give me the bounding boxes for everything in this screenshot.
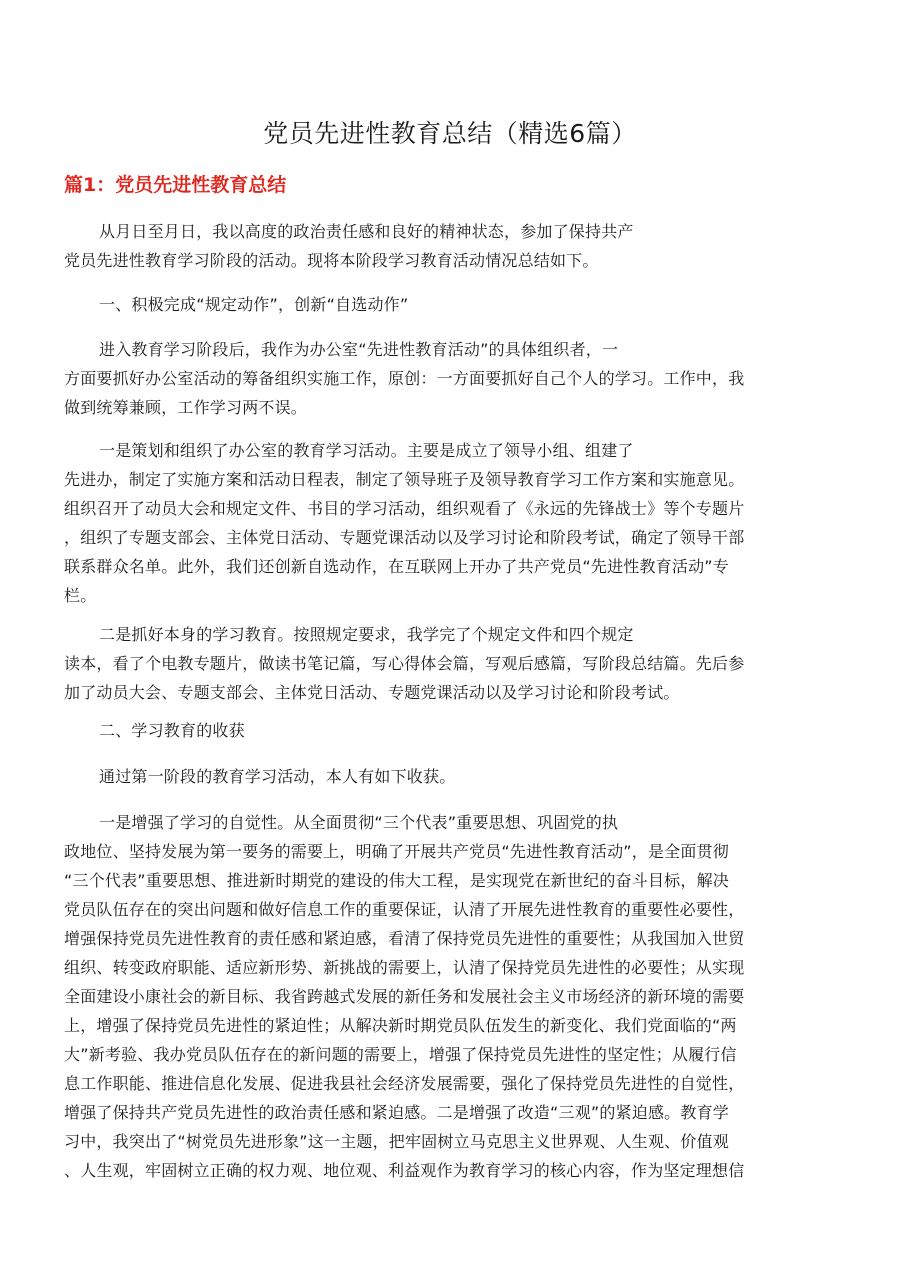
paragraph-line: 联系群众名单。此外，我们还创新自选动作，在互联网上开办了共产党员“先进性教育活动”专 [64, 557, 729, 576]
paragraph-line: 组织、转变政府职能、适应新形势、新挑战的需要上，认清了保持党员先进性的必要性；从实现 [64, 958, 745, 977]
paragraph-line: 做到统筹兼顾，工作学习两不误。 [64, 398, 308, 417]
paragraph-line: 习中，我突出了“树党员先进形象”这一主题，把牢固树立马克思主义世界观、人生观、价值观 [64, 1132, 729, 1151]
paragraph-line: 、人生观，牢固树立正确的权力观、地位观、利益观作为教育学习的核心内容，作为坚定理想信 [64, 1161, 745, 1180]
paragraph-line: 二是抓好本身的学习教育。按照规定要求，我学完了个规定文件和四个规定 [99, 625, 634, 644]
paragraph-line: 栏。 [64, 586, 97, 605]
paragraph-line: 一是增强了学习的自觉性。从全面贯彻“三个代表”重要思想、巩固党的执 [99, 813, 619, 832]
paragraph-line: 从月日至月日，我以高度的政治责任感和良好的精神状态，参加了保持共产 [99, 222, 634, 241]
paragraph-line: 增强保持党员先进性教育的责任感和紧迫感，看清了保持党员先进性的重要性；从我国加入世贸 [64, 929, 745, 948]
paragraph-line: 方面要抓好办公室活动的筹备组织实施工作，原创：一方面要抓好自己个人的学习。工作中，我 [64, 369, 745, 388]
paragraph-line: 全面建设小康社会的新目标、我省跨越式发展的新任务和发展社会主义市场经济的新环境的需要 [64, 987, 745, 1006]
paragraph-line: 一是策划和组织了办公室的教育学习活动。主要是成立了领导小组、组建了 [99, 441, 634, 460]
paragraph-planning [64, 436, 844, 610]
paragraph-line: 党员队伍存在的突出问题和做好信息工作的重要保证，认清了开展先进性教育的重要性必要性， [64, 900, 745, 919]
paragraph-line: 先进办，制定了实施方案和活动日程表，制定了领导班子及领导教育学习工作方案和实施意见。 [64, 470, 745, 489]
paragraph-subheading-2 [64, 716, 844, 745]
paragraph-line: 息工作职能、推进信息化发展、促进我县社会经济发展需要，强化了保持党员先进性的自觉性， [64, 1074, 745, 1093]
paragraph-line: 大”新考验、我办党员队伍存在的新问题的需要上，增强了保持党员先进性的坚定性；从履行信 [64, 1045, 737, 1064]
paragraph-line: 进入教育学习阶段后，我作为办公室“先进性教育活动”的具体组织者，一 [99, 340, 619, 359]
paragraph-line: 党员先进性教育学习阶段的活动。现将本阶段学习教育活动情况总结如下。 [64, 251, 599, 270]
paragraph-line: 增强了保持共产党员先进性的政治责任感和紧迫感。二是增强了改造“三观”的紧迫感。教育学 [64, 1103, 729, 1122]
paragraph-organizer [64, 335, 844, 422]
paragraph-subheading-1 [64, 290, 844, 319]
paragraph-line: 读本，看了个电教专题片，做读书笔记篇，写心得体会篇，写观后感篇，写阶段总结篇。先后参 [64, 654, 745, 673]
paragraph-line: 一、积极完成“规定动作”，创新“自选动作” [99, 295, 409, 314]
paragraph-line: 二、学习教育的收获 [99, 721, 245, 740]
document-title: 党员先进性教育总结（精选6篇） [263, 119, 637, 148]
paragraph-self-study [64, 620, 844, 707]
paragraph-intro [64, 217, 844, 275]
paragraph-line: ，组织了专题支部会、主体党日活动、专题党课活动以及学习讨论和阶段考试，确定了领导干部 [64, 528, 745, 547]
paragraph-line: 加了动员大会、专题支部会、主体党日活动、专题党课活动以及学习讨论和阶段考试。 [64, 683, 680, 702]
paragraph-line: 组织召开了动员大会和规定文件、书目的学习活动，组织观看了《永远的先锋战士》等个专题片 [64, 499, 745, 518]
paragraph-line: 上，增强了保持党员先进性的紧迫性；从解决新时期党员队伍发生的新变化、我们党面临的“两 [64, 1016, 737, 1035]
paragraph-gains-intro [64, 762, 844, 791]
section-heading: 篇1：党员先进性教育总结 [64, 174, 287, 196]
paragraph-line: 通过第一阶段的教育学习活动，本人有如下收获。 [99, 767, 456, 786]
paragraph-gains [64, 808, 844, 1185]
paragraph-line: “三个代表”重要思想、推进新时期党的建设的伟大工程，是实现党在新世纪的奋斗目标，解决 [64, 871, 729, 890]
paragraph-line: 政地位、坚持发展为第一要务的需要上，明确了开展共产党员“先进性教育活动”，是全面贯彻 [64, 842, 729, 861]
